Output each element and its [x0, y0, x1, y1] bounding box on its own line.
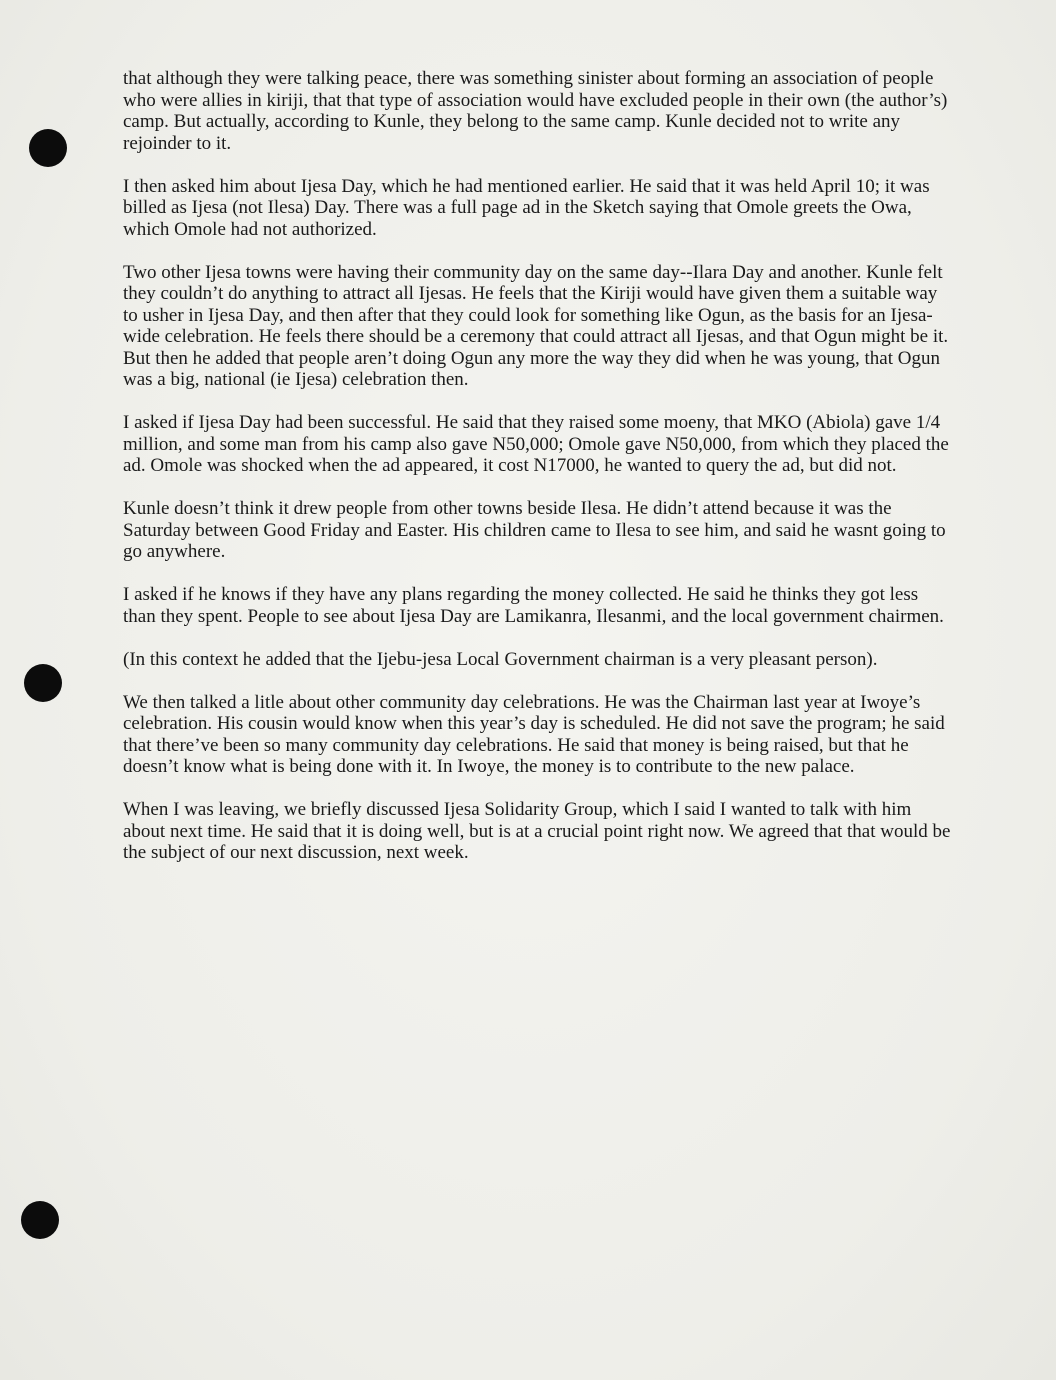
punch-hole-bottom [21, 1201, 59, 1239]
paragraph-1: that although they were talking peace, there was something sinister about forming an association of people who were allies in kiriji, that that type of association would have excluded people in their own (the author’s) camp. But actually, according to Kunle, they belong to the same camp. Kunle decided not to write any rejoinder to it. [123, 68, 948, 154]
paragraph-7: (In this context he added that the Ijebu-jesa Local Government chairman is a very pleasant person). [123, 648, 878, 670]
paragraph-6: I asked if he knows if they have any plans regarding the money collected. He said he thinks they got less than they spent. People to see about Ijesa Day are Lamikanra, Ilesanmi, and the local government chairmen. [123, 584, 944, 627]
paragraph-9: When I was leaving, we briefly discussed Ijesa Solidarity Group, which I said I wanted to talk with him about next time. He said that it is doing well, but is at a crucial point right now. We agreed that that would be the subject of our next discussion, next week. [123, 799, 951, 863]
punch-hole-middle [24, 664, 62, 702]
punch-hole-top [29, 129, 67, 167]
paragraph-5: Kunle doesn’t think it drew people from other towns beside Ilesa. He didn’t attend because it was the Saturday between Good Friday and Easter. His children came to Ilesa to see him, and said he wasnt going to go anywhere. [123, 498, 946, 562]
paragraph-3: Two other Ijesa towns were having their community day on the same day--Ilara Day and another. Kunle felt they couldn’t do anything to attract all Ijesas. He feels that the Kiriji would have given them a suitable way to usher in Ijesa Day, and then after that they could look for something like Ogun, as the basis for an Ijesa-wide celebration. He feels there should be a ceremony that could attract all Ijesas, and that Ogun might be it. But then he added that people aren’t doing Ogun any more the way they did when he was young, that Ogun was a big, national (ie Ijesa) celebration then. [123, 261, 949, 390]
paragraph-4: I asked if Ijesa Day had been successful. He said that they raised some moeny, that MKO (Abiola) gave 1/4 million, and some man from his camp also gave N50,000; Omole gave N50,000, from which they placed the ad. Omole was shocked when the ad appeared, it cost N17000, he wanted to query the ad, but did not. [123, 412, 949, 476]
paragraph-8: We then talked a litle about other community day celebrations. He was the Chairman last year at Iwoye’s celebration. His cousin would know when this year’s day is scheduled. He did not save the program; he said that there’ve been so many community day celebrations. He said that money is being raised, but that he doesn’t know what is being done with it. In Iwoye, the money is to contribute to the new palace. [123, 691, 945, 777]
document-body [123, 68, 953, 885]
paragraph-2: I then asked him about Ijesa Day, which he had mentioned earlier. He said that it was held April 10; it was billed as Ijesa (not Ilesa) Day. There was a full page ad in the Sketch saying that Omole greets the Owa, which Omole had not authorized. [123, 175, 930, 240]
